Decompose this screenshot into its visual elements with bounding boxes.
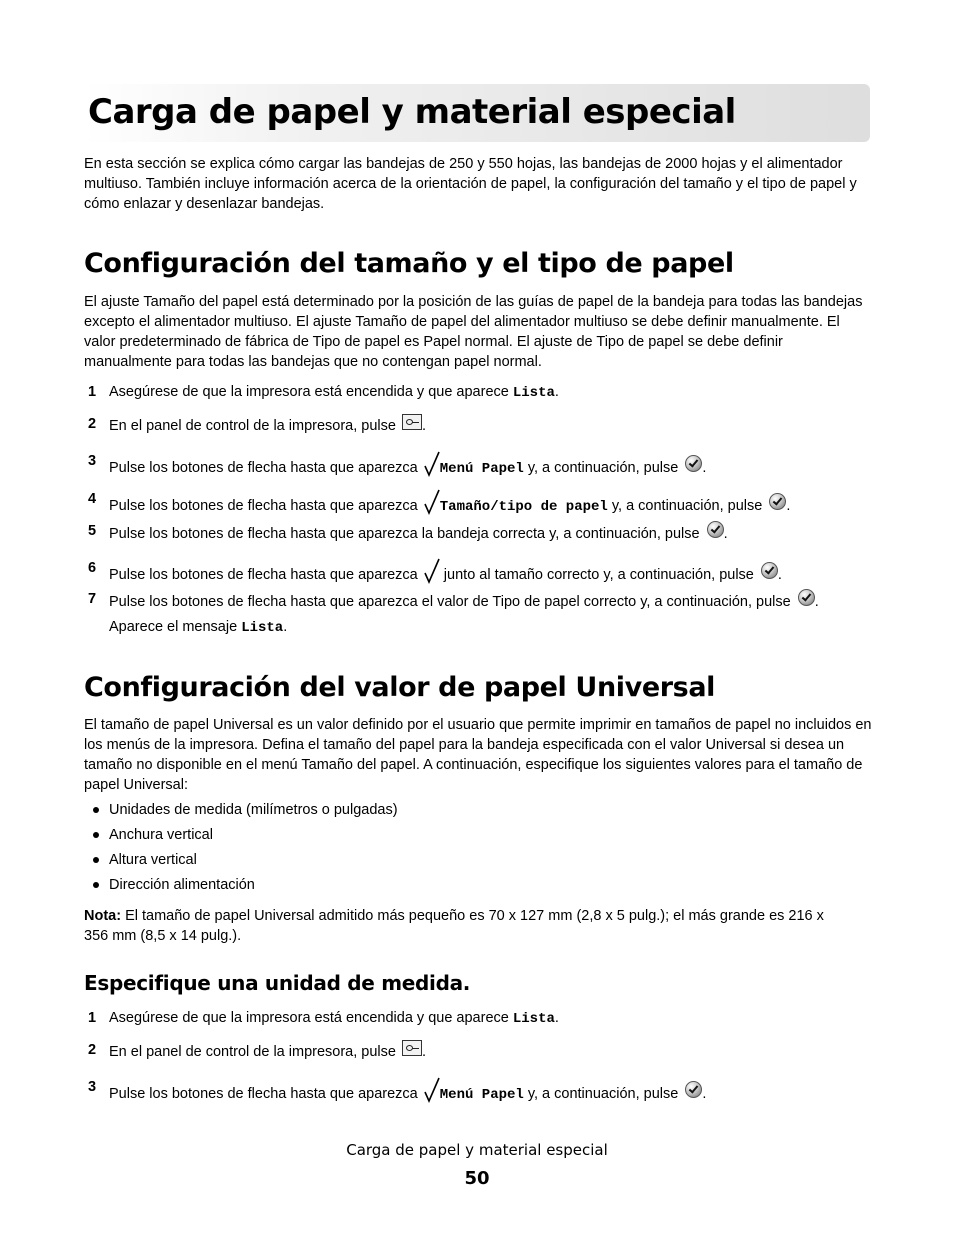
subheading-measurement-unit: Especifique una unidad de medida. (84, 971, 471, 995)
step-number: 7 (88, 591, 97, 607)
step-text: Pulse los botones de flecha hasta que aparezca (109, 498, 418, 514)
step-text: En el panel de control de la impresora, pulse (109, 418, 396, 434)
step-note-text: Aparece el mensaje (109, 619, 242, 635)
section2-paragraph: El tamaño de papel Universal es un valor definido por el usuario que permite imprimir en tamaños de papel no incluidos en los menús de la impresora. Defina el tamaño del papel para la bandeja especificada con el valor Universal si desea un tamaño no disponible en el menú Tamaño del papel. A continuación, especifique los siguientes valores para el tamaño de papel Universal: (84, 717, 872, 793)
section-heading-universal-paper: Configuración del valor de papel Universal (84, 672, 715, 703)
step-number: 4 (88, 491, 97, 507)
page-number: 50 (464, 1168, 490, 1189)
step-number: 3 (88, 453, 97, 469)
step-text: En el panel de control de la impresora, pulse (109, 1044, 396, 1060)
step-3: 3 Pulse los botones de flecha hasta que aparezca Menú Papel y, a continuación, pulse . (88, 1079, 707, 1103)
select-ok-icon (769, 493, 786, 510)
note-label: Nota: (84, 908, 122, 924)
step-number: 2 (88, 416, 97, 432)
step-1: 1 Asegúrese de que la impresora está encendida y que aparece Lista. (88, 1010, 559, 1027)
display-message: Menú Papel (439, 1087, 524, 1103)
bullet-icon (93, 807, 99, 813)
step-7-note: Aparece el mensaje Lista. (109, 619, 288, 636)
step-6: 6 Pulse los botones de flecha hasta que aparezca junto al tamaño correcto y, a continuación, pulse . (88, 560, 782, 583)
step-number: 2 (88, 1042, 97, 1058)
title-bar (84, 84, 870, 142)
bullet-icon (93, 857, 99, 863)
select-ok-icon (798, 589, 815, 606)
document-page: Carga de papel y material especial En esta sección se explica cómo cargar las bandejas de 250 y 550 hojas, las bandejas de 2000 hojas y el alimentador multiuso. También incluye información acerca de la orientación de papel, la configuración del tamaño y el tipo de papel y cómo enlazar y desenlazar bandejas. Configuración del tamaño y el tipo de papel El ajuste Tamaño del papel está determinado por la posición de las guías de papel de la bandeja para todas las bandejas excepto el alimentador multiuso. El ajuste Tamaño de papel del alimentador multiuso se debe definir manualmente. El valor predeterminado de fábrica de Tipo de papel es Papel normal. El ajuste de Tipo de papel se debe definir manualmente para todas las bandejas que no contengan papel normal. 1 Asegúrese de que la impresora está encendida y que aparece Lista. 2 En el panel de control de la impresora, pulse . 3 Pulse los botones de flecha hasta que aparezca Menú Papel y, a continuación, pulse . 4 Pulse los botones de flecha hasta que aparezca Tamaño/tipo de papel y, a continuación, pulse . 5 Pulse los botones de flecha hasta que aparezca la bandeja correcta y, a continuación, pulse . 6 Pulse los botones de flecha hasta que aparezca junto al tamaño correcto y, a continuación, pulse . 7 Pulse los botones de flecha hasta que aparezca el valor de Tipo de papel correcto y, a continuación, pulse . Aparece el mensaje Lista. Configuración del valor de papel Universal El tamaño de papel Universal es un valor definido por el usuario que permite imprimir en tamaños de papel no incluidos en los menús de la impresora. Defina el tamaño del papel para la bandeja especificada con el valor Universal si desea un tamaño no disponible en el menú Tamaño del papel. A continuación, especifique los siguientes valores para el tamaño de papel Universal: Unidades de medida (milímetros o pulgadas) Anchura vertical Altura vertical Dirección alimentación Nota: El tamaño de papel Universal admitido más pequeño es 70 x 127 mm (2,8 x 5 pulg.); el más grande es 216 x 356 mm (8,5 x 14 pulg.). Especifique una unidad de medida. 1 Asegúrese de que la impresora está encendida y que aparece Lista. 2 En el panel de control de la impresora, pulse . 3 Pulse los botones de flecha hasta que aparezca Menú Papel y, a continuación, pulse . Carga de papel y material especial 50 (0, 0, 954, 1235)
display-message: Lista (512, 385, 555, 401)
select-ok-icon (707, 521, 724, 538)
step-3: 3 Pulse los botones de flecha hasta que aparezca Menú Papel y, a continuación, pulse . (88, 453, 707, 477)
checkmark-icon (424, 451, 440, 477)
step-2: 2 En el panel de control de la impresora, pulse . (88, 1042, 427, 1060)
step-text: Asegúrese de que la impresora está encendida y que aparece (109, 1010, 513, 1026)
checkmark-icon (424, 558, 440, 584)
checkmark-icon (424, 1077, 440, 1103)
display-message: Lista (241, 620, 284, 636)
note-text: El tamaño de papel Universal admitido más pequeño es 70 x 127 mm (2,8 x 5 pulg.); el más grande es 216 x 356 mm (8,5 x 14 pulg.). (84, 908, 824, 944)
display-message: Menú Papel (439, 461, 524, 477)
step-number: 1 (88, 384, 97, 400)
step-text: Pulse los botones de flecha hasta que aparezca (109, 460, 418, 476)
page-title: Carga de papel y material especial (88, 92, 736, 132)
intro-paragraph: En esta sección se explica cómo cargar las bandejas de 250 y 550 hojas, las bandejas de 2000 hojas y el alimentador multiuso. También incluye información acerca de la orientación de papel, la configuración del tamaño y el tipo de papel y cómo enlazar y desenlazar bandejas. (84, 156, 857, 212)
section1-paragraph: El ajuste Tamaño del papel está determinado por la posición de las guías de papel de la bandeja para todas las bandejas excepto el alimentador multiuso. El ajuste Tamaño de papel del alimentador multiuso se debe definir manualmente. El valor predeterminado de fábrica de Tipo de papel es Papel normal. El ajuste de Tipo de papel se debe definir manualmente para todas las bandejas que no contengan papel normal. (84, 294, 863, 370)
checkmark-icon (424, 489, 440, 515)
menu-key-icon (402, 1040, 422, 1056)
step-number: 3 (88, 1079, 97, 1095)
bullet-icon (93, 882, 99, 888)
footer-chapter-title: Carga de papel y material especial (346, 1141, 608, 1159)
select-ok-icon (685, 1081, 702, 1098)
step-text: Pulse los botones de flecha hasta que aparezca (109, 567, 418, 583)
display-message: Tamaño/tipo de papel (439, 499, 608, 515)
step-text: Pulse los botones de flecha hasta que aparezca el valor de Tipo de papel correcto y, a continuación, pulse (109, 594, 791, 610)
step-number: 1 (88, 1010, 97, 1026)
step-text: Pulse los botones de flecha hasta que aparezca (109, 1086, 418, 1102)
step-number: 6 (88, 560, 97, 576)
step-2: 2 En el panel de control de la impresora, pulse . (88, 416, 427, 434)
note-paragraph (84, 906, 844, 946)
section-heading-paper-size-type: Configuración del tamaño y el tipo de papel (84, 248, 734, 279)
step-7: 7 Pulse los botones de flecha hasta que aparezca el valor de Tipo de papel correcto y, a continuación, pulse . (88, 591, 819, 610)
menu-key-icon (402, 414, 422, 430)
step-number: 5 (88, 523, 97, 539)
step-1: 1 Asegúrese de que la impresora está encendida y que aparece Lista. (88, 384, 559, 401)
step-text: Pulse los botones de flecha hasta que aparezca la bandeja correcta y, a continuación, pulse (109, 526, 700, 542)
bullet-icon (93, 832, 99, 838)
step-5: 5 Pulse los botones de flecha hasta que aparezca la bandeja correcta y, a continuación, pulse . (88, 523, 728, 542)
step-text: Asegúrese de que la impresora está encendida y que aparece (109, 384, 513, 400)
step-4: 4 Pulse los botones de flecha hasta que aparezca Tamaño/tipo de papel y, a continuación, pulse . (88, 491, 791, 515)
select-ok-icon (685, 455, 702, 472)
select-ok-icon (761, 562, 778, 579)
display-message: Lista (512, 1011, 555, 1027)
